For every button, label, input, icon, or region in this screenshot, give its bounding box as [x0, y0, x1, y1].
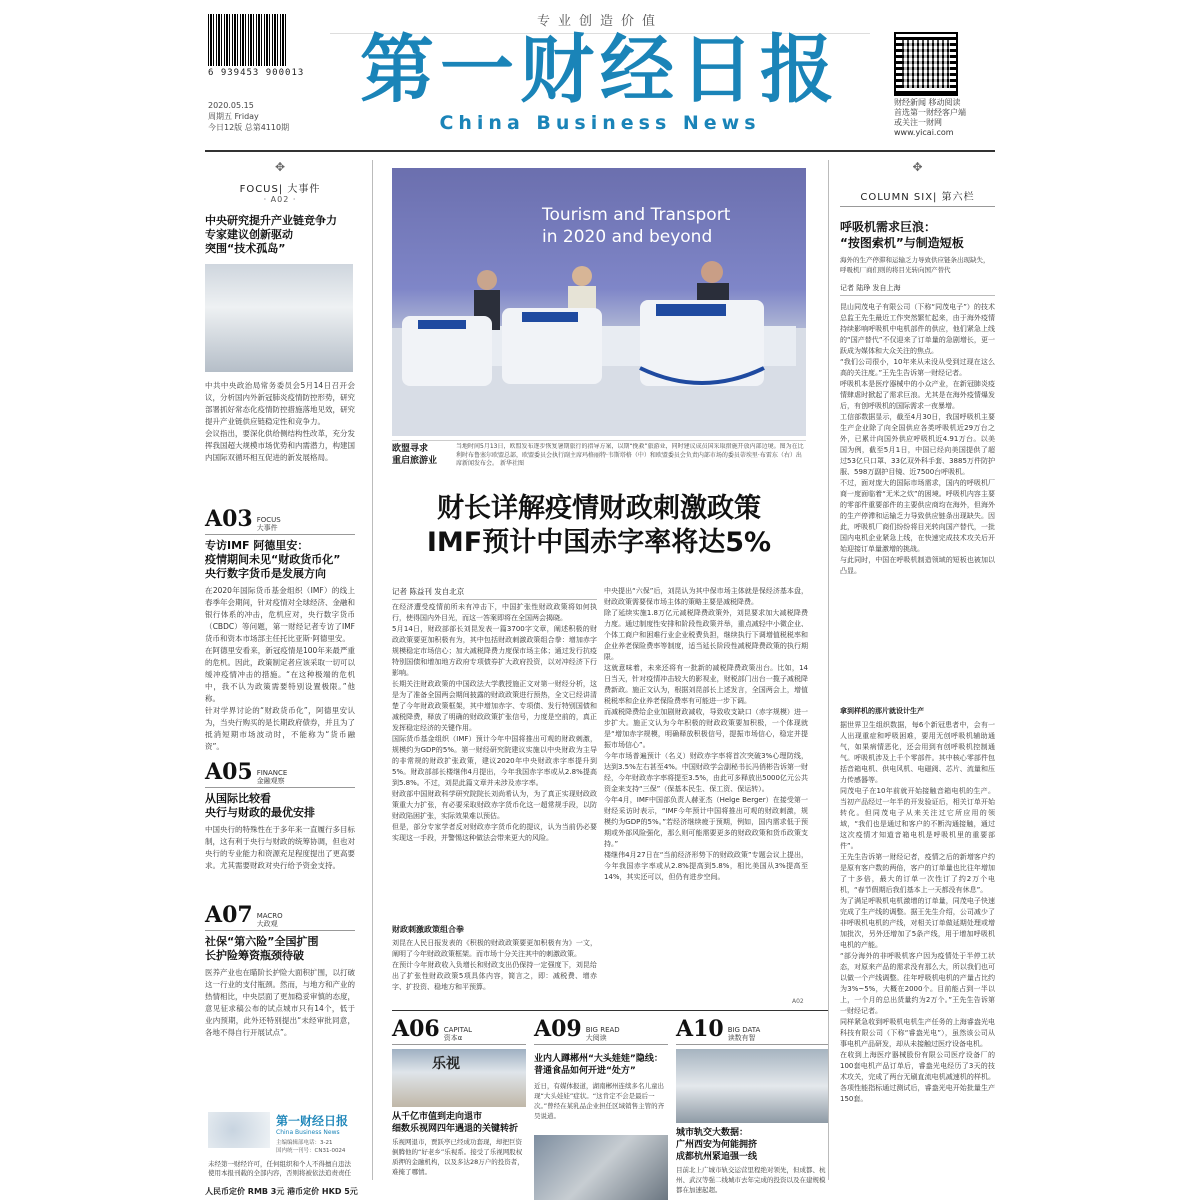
main-byline: 记者 陈益刊 发自北京	[392, 586, 597, 600]
a10-headline[interactable]: 城市轨交大数据： 广州西安为何能拥挤 成都杭州紧追强一线	[676, 1128, 758, 1162]
right-byline: 记者 陆琤 发自上海	[840, 283, 995, 296]
right-body2: 据世界卫生组织数据，每6个新冠患者中，会有一人出现重症和呼吸困难，要用无创呼吸机辅助通气，如果病情恶化，还会用到有创呼吸机控制通气。呼吸机涉及上千个零部件。其中核心零部件包括音箱电机、供电风机、电磁阀、芯片、流量和压力传感器等。 同茂电子在10年前就开始接触音箱电机的生产。当初产品经过一年半的开发验证后，相关订单开始转化。但同茂电子从来关注过它所应用的领域，“我们也是通过和客户的不断沟通接触，通过这次疫情才知道音箱电机是呼吸机里的重要部件”。 王先生告诉第一财经记者，疫情之后的新增客户约是原有客户数的两倍，客户的订单量也比往年增加了十多倍，最大的订单一次性订了约2万个电机，“春节假期后我们基本上一天都没有休息”。 为了满足呼吸机电机激增的订单量，同茂电子快速完成了生产线的调整。据王先生介绍，公司减少了非呼吸机电机的产线，对相关订单做延期处理或增加批次，另外还增加了5条产线，用于增加呼吸机电机的产能。 “部分海外的非呼吸机客户因为疫情处于半停工状态，对原来产品的需求没有那么大，所以我们也可以做一个产线调整。往年呼吸机电机的产量占比约为3%~5%，大概在2000个。目前能占到一半以上，一个月的总出货量约为2万个。”王先生告诉第一财经记者。 同样紧急收到呼吸机电机生产任务的上海睿盎光电科技有限公司（下称“睿盎光电”），虽然该公司从事电机产品研发，却从未接触过医疗设备电机。 在收到上海医疗器械股份有限公司医疗设备厂的100套电机产品订单后，睿盎光电经历了3天的技术攻关，完成了两台无刷直流电机减速机的样机。各项性能指标通过测试后，睿盎光电开始批量生产150套。	[840, 721, 995, 1103]
issue-weekday: 周期五 Friday	[208, 112, 259, 121]
a10-header	[676, 1016, 828, 1045]
a03-header	[205, 506, 355, 535]
a06-label: CAPITAL 资本α	[443, 1026, 473, 1042]
focus-section-label: FOCUS| 大事件	[239, 184, 321, 195]
a07-body: 医养产业也在瞄阶长护险大面积扩围，以打破这一行业的支付瓶颈。然而，与地方和产业的热情相比，中央层面了更加稳妥审慎的态度，意见征求稿公布的试点城市只有14个，低于业内预期，此外还特别提出“未经审批同意，各地不得自行开展试点”。	[205, 968, 355, 1037]
a09-header	[534, 1016, 668, 1045]
a10-label: BIG DATA 读数有智	[727, 1026, 761, 1042]
barcode	[208, 14, 288, 66]
header-divider	[205, 150, 995, 152]
leshi-sign: 乐视	[432, 1056, 460, 1072]
focus-body: 中共中央政治局常务委员会5月14日召开会议，分析国内外新冠肺炎疫情防控形势，研究部署抓好常态化疫情防控措施落地见效，研究提升产业链供应链稳定性和竞争力。 会议指出，要深化供给侧结构性改革，充分发挥我国超大规模市场优势和内需潜力，构建国内国际双循环相互促进的新发展格局。	[205, 381, 355, 462]
a06-header	[392, 1016, 526, 1045]
a03-label: FOCUS 大事件	[256, 516, 281, 532]
a05-label: FINANCE 金融观察	[256, 769, 288, 785]
a03-body: 在2020年国际货币基金组织（IMF）的线上春季年会期间，针对疫情对全球经济、金融和银行体系的冲击，危机应对，央行数字货币（CBDC）等问题，第一财经记者专访了IMF货币和资本市场部主任托比亚斯·阿德里安。 在阿德里安看来，新冠疫情是100年来最严重的危机。因此，政策制定者应该采取一切可以缓冲疫情冲击的措施。“在这种极端的危机中，我不认为政策需要特别设置极限。”他称。 针对学界讨论的“财政货币化”，阿德里安认为，当央行购买的是长期政府债券，并且为了抵消短期市场波动时，不能称为“货币融资”。	[205, 586, 355, 751]
a09-headline[interactable]: 业内人蹲郴州“大头娃娃”隐线： 普通食品如何开进“处方”	[534, 1054, 663, 1076]
right-body: 昆山同茂电子有限公司（下称“同茂电子”）的技术总监王先生最近工作突然繁忙起来，由于海外疫情持续影响呼吸机中电机部件的供应，他们紧急上线的“国产替代”不仅迎来了订单量的急剧增长，更一跃成为媒体和大众关注的焦点。 “我们公司很小，10年来从未没从受到过现在这么高的关注度。”王先生告诉第一财经记者。 呼吸机本是医疗器械中的小众产业，在新冠肺炎疫情肆虐时掀起了需求巨浪。尤其是在海外疫情爆发后，有创呼吸机的国际需求一夜暴增。 工信部数据显示，截至4月30日，我国呼吸机主要生产企业除了向全国供应各类呼吸机近29万台之外，已累计向国外供应呼吸机近4.91万台。以美国为例，截至5月1日，中国已经向美国提供了超过53亿只口罩、33亿双外科手套、3885万件防护服、598万副护目镜、近7500台呼吸机。 不过，面对庞大的国际市场需求，国内的呼吸机厂商一度面临着“无米之炊”的困境。呼吸机内容主要的零部件重要部件的主要供应商均在海外，但海外的生产停滞和运输乏力导致供应链条出现缺失。因此，呼吸机厂商们纷纷将目光转向国产替代，一批国内电机企业紧急上线，在快速完成技术攻关后开始迎接订单量激增的挑战。 与此同时，中国在呼吸机制造领域的短板也被加以凸显。	[840, 303, 995, 575]
main-col2: 中央提出“六保”后，刘昆认为其中保市场主体就是保经济基本盘，财政政策需要保市场主体的策略主要是减税降费。 除了延续实施1.8万亿元减税降费政策外，刘昆要求加大减税降费力度。通过制度性安排和阶段性政策并举，重点减轻中小微企业、个体工商户和困难行业企业税费负担，继续执行下调增值税税率和企业养老保险费率等制度，适当延长阶段性减税降费政策的执行期限。 这就意味着，未来还将有一批新的减税降费政策出台。比如，14日当天，针对疫情冲击较大的影视业，财税部门出台一揽子减税降费新政。施正文认为，根据刘昆部长上述发言，全国两会上，增值税税率和企业养老保险费率有可能进一步下调。 而减税降费给企业加剧财政减收，导致收支缺口（赤字规模）进一步扩大。施正文认为今年积极的财政政策要加积极，一个体现就是“增加赤字规模，明确释放积极信号，提振市场信心，稳定并提振市场信心”。 今年市场普遍预计（名义）财政赤字率将首次突破3%心理防线，达到3.5%左右甚至4%。中国财政学会副秘书长冯俏彬告诉第一财经，今年财政赤字率将提至3.5%，由此可多释放出5000亿元公共资金来支持“三保”（保基本民生、保工资、保运转）。 今年4月，IMF中国部负责人赫亚杰（Helge Berger）在接受第一财经采访时表示，“IMF今年预计中国将推出可观的财政刺激，规模约为GDP的5%。”若经济继续疲于预期，例如，国内需求低于预期或外部风险强化，那么则可能需要更多的财政政策和货币政策支持。” 楼继伟4月27日在“当前经济形势下的财政政策”专题会议上提出，今年我国赤字率或从2.8%提高到5.8%，相比美国从3%提高至14%，其实还可以，但仍有进步空间。	[604, 587, 808, 881]
copyright-note: 未经第一财经许可，任何组织和个人不得擅自违法使用本报刊载的全部内容，否则将被依法追责责任	[208, 1160, 351, 1177]
qr-code-icon[interactable]	[894, 32, 958, 96]
a03-page-number: A03	[205, 506, 253, 532]
masthead: 第一财经日报	[360, 27, 840, 113]
a06-headline[interactable]: 从千亿市值到走向退市 细数乐视网四年遇退的关键转折	[392, 1112, 519, 1134]
hero-caption-block	[392, 440, 806, 477]
hero-photo	[392, 168, 806, 436]
a09-label: BIG READ 大阅读	[585, 1026, 620, 1042]
a07-page-number: A07	[205, 902, 253, 928]
a07-headline[interactable]: 社保“第六险”全国扩围 长护险筹资瓶颈待破	[205, 935, 319, 962]
ornament-icon-right: ✥	[912, 160, 923, 174]
a09-page-number: A09	[534, 1016, 582, 1042]
issue-date-block	[208, 100, 289, 133]
issue-date: 2020.05.15	[208, 101, 254, 110]
small-logo-block	[276, 1112, 356, 1155]
right-headline[interactable]: 呼吸机需求巨浪： “按图索机”与制造短板	[840, 220, 964, 250]
factory-photo	[205, 264, 353, 372]
a05-headline[interactable]: 从国际比较看 央行与财政的最优安排	[205, 792, 315, 819]
main-subhead: 财政刺激政策组合拳	[392, 925, 464, 934]
strip-a10	[676, 1016, 828, 1195]
small-logo-en: China Business News	[276, 1129, 340, 1136]
a10-body: 目前北上广城市轨交运营里程绝对领先，但成都、杭州、武汉等强二线城市去年完成的投资以及在建规模都在加速起超。	[676, 1166, 826, 1194]
hero-caption-label: 欧盟寻求 重启旅游业	[392, 444, 438, 466]
qr-caption: 财经新闻 移动阅读 首选第一财经客户端 或关注一财网 www.yicai.com	[894, 98, 966, 137]
slide-title: Tourism and Transport in 2020 and beyond	[542, 205, 731, 247]
right-subhead: 拿到样机的那片就设计生产	[840, 707, 924, 715]
info-text: 主编编辑部电话：3-21 国内统一刊号：CN31-0024	[276, 1140, 346, 1154]
main-col1b: 刘昆在人民日报发表的《积极的财政政策要更加积极有为》一文，阐明了今年财政政策框架。而市场十分关注其中的刺激政策。 在预计今年财政收入负增长和财政支出仍保持一定强度下，刘昆给出了扩张性财政政策5项具体内容，简言之，即：减税费、增赤字、扩投资、稳地方和平预算。	[392, 939, 597, 991]
a03-headline[interactable]: 专访IMF 阿德里安： 疫情期间未见“财政货币化” 央行数字货币是发展方向	[205, 539, 341, 580]
column-divider-left	[372, 160, 373, 1180]
right-column	[840, 160, 995, 1196]
a07-header	[205, 902, 355, 931]
left-column	[205, 160, 355, 1063]
bottom-strip-divider	[392, 1010, 828, 1011]
issue-number: 今日12版 总第4110期	[208, 123, 290, 132]
hero-caption-text: 当地时间5月13日，欧盟发布逐步恢复暑期旅行的指导方案，以期“挽救”旅游业，同时建议成员国采取措施开放内部边境。图为在比利时布鲁塞尔欧盟总部，欧盟委员会执行副主席玛格丽特·韦斯塔格（中）和欧盟委员会负责内部市场的委员蒂埃里·布雷东（右）出席新闻发布会。	[456, 443, 804, 467]
a06-page-number: A06	[392, 1016, 440, 1042]
right-deck: 海外的生产停滞和运输乏力导致供应链条出现缺失，呼吸机厂商们则的将目光转向国产替代	[840, 256, 990, 274]
a05-page-number: A05	[205, 759, 253, 785]
a05-header	[205, 759, 355, 788]
page-ref-a02: A02	[792, 998, 804, 1005]
masthead-english: China Business News	[439, 112, 761, 134]
tagline: 专业创造价值	[330, 10, 870, 34]
focus-headline[interactable]: 中央研究提升产业链竞争力 专家建议创新驱动 突围“技术孤岛”	[205, 214, 337, 255]
hero-credit: 新华社图	[499, 460, 524, 467]
ornament-icon: ✥	[274, 160, 286, 174]
hero-caption	[456, 443, 806, 477]
main-col1: 在经济遭受疫情前所未有冲击下，中国扩张性财政政策将如何执行，使得国内外目光，而这一答案即将在全国两会揭晓。 5月14日，财政部部长刘昆发表一篇3700字文章，阐述积极的财政政策要更加积极有为，其中包括财政刺激政策组合拳：增加赤字规模稳定市场信心；加大减税降费力度保市场主体；通过发行抗疫特别国债和增加地方政府专项债券扩大政府投资，以对冲经济下行影响。 长期关注财政政策的中国政法大学教授施正文对第一财经分析，这是为了准备全国两会期间披露的财政政策进行预热，全文已经讲清楚了今年财政政策框架，其中增加赤字、专项债、发行特别国债和减税降费，释放了明确的财政政策扩张信号，力度是空前的，真正发挥稳定经济的关键作用。 国际货币基金组织（IMF）预计今年中国将推出可观的财政刺激，规模约为GDP的5%。第一财经研究院建议实施以中央财政为主导的非常规的财政扩张政策，建议2020年中央财政赤字率提升到5%。财政部部长楼继伟4月提出，今年我国赤字率或从2.8%提高到5.8%。不过，刘昆此篇文章并未涉及赤字率。 财政部中国财政科学研究院院长刘尚希认为，为了真正实现财政政策重大力扩张，有必要采取财政赤字货币化这一超常规手段，以防财政陷困扩张，实际效果难以预估。 但是，部分专家学者反对财政赤字货币化的提议，认为当前仍必要实现这一手段，并警惕这种做法会带来更大的风险。	[392, 603, 597, 842]
metro-train-photo	[676, 1049, 828, 1123]
logo-watermark-icon	[208, 1112, 270, 1148]
a07-label: MACRO 大政观	[256, 912, 283, 928]
focus-page-ref: · A02 ·	[263, 195, 297, 204]
a06-body: 乐视网退市，贾跃亭已经成功套现，却把巨资倒腾他的“好老乡”乐视系。接受了乐视网股权质押的金融机构，以及多达28万户的投资者，难掩了哪情。	[392, 1138, 524, 1176]
price-footer: 人民币定价 RMB 3元 港币定价 HKD 5元	[205, 1187, 358, 1196]
barcode-number: 6 939453 900013	[208, 68, 305, 78]
main-headline[interactable]: 财长详解疫情财政刺激政策 IMF预计中国赤字率将达5%	[426, 493, 772, 558]
strip-a09	[534, 1016, 668, 1200]
column-six-label: COLUMN SIX| 第六栏	[840, 188, 995, 207]
a09-body: 近日，有媒体报道，湖南郴州连续多名儿童出现“大头娃娃”症状。“这肯定不会是最后一次。”曾经在某乳品企业担任区域销售主管的齐昊说道。	[534, 1082, 665, 1120]
leshi-building-photo	[392, 1049, 526, 1107]
a10-page-number: A10	[676, 1016, 724, 1042]
small-logo: 第一财经日报	[276, 1114, 349, 1128]
a05-body: 中国央行的特殊性在于多年来一直履行多目标制，这有利于央行与财政的统筹协调，但也对央行的专业能力和资源充足程度提出了更高要求。尤其需要财政对央行给予资金支持。	[205, 825, 355, 870]
strip-a06	[392, 1016, 526, 1177]
column-divider-right	[828, 160, 829, 1180]
